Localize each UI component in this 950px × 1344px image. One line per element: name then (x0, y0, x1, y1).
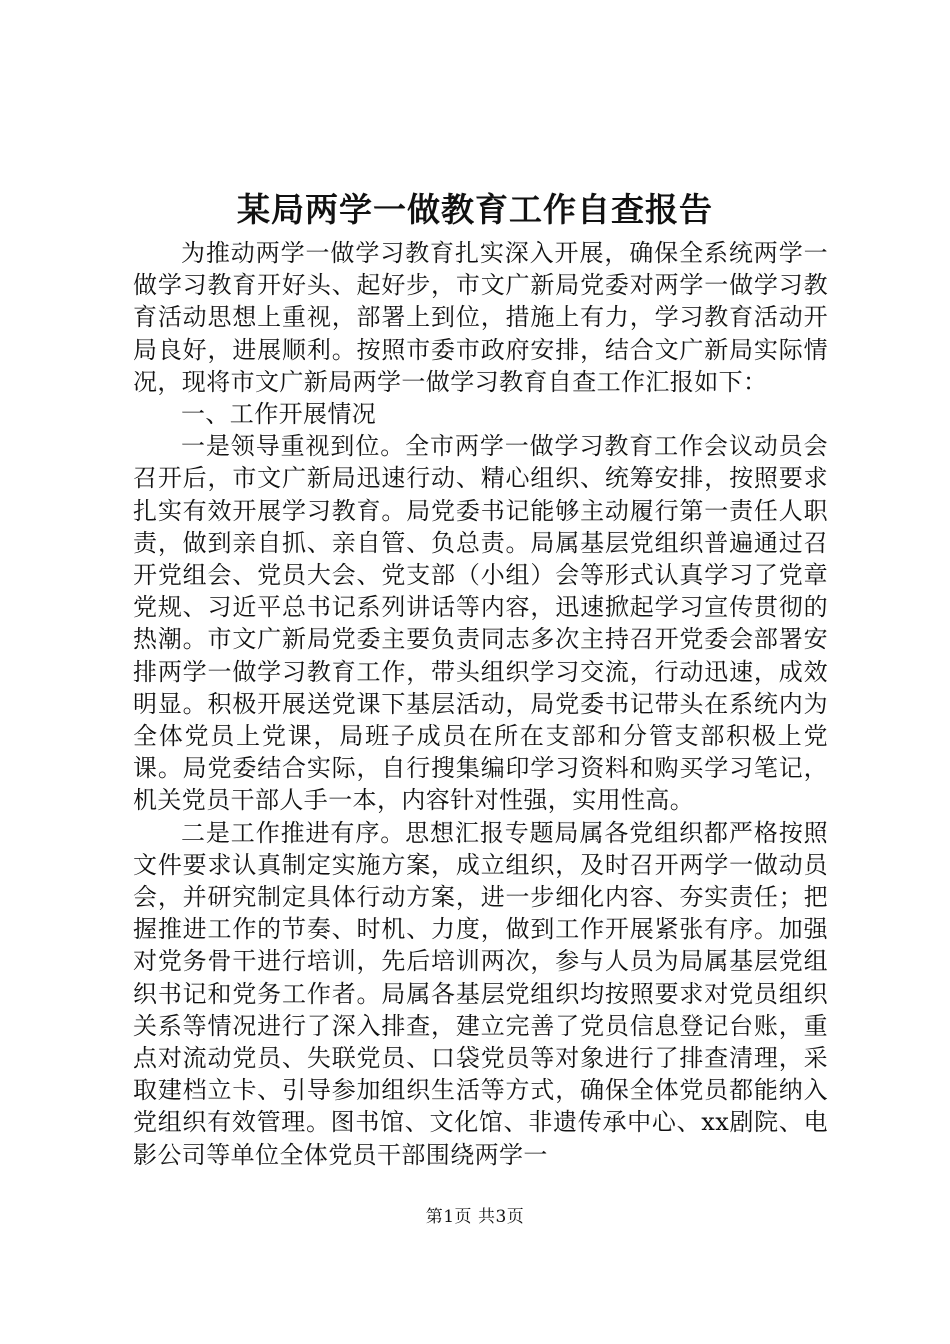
paragraph-leadership: 一是领导重视到位。全市两学一做学习教育工作会议动员会召开后，市文广新局迅速行动、精心组织、统筹安排，按照要求扎实有效开展学习教育。局党委书记能够主动履行第一责任人职责，做到亲自抓、亲自管、负总责。局属基层党组织普遍通过召开党组会、党员大会、党支部（小组）会等形式认真学习了党章党规、习近平总书记系列讲话等内容，迅速掀起学习宣传贯彻的热潮。市文广新局党委主要负责同志多次主持召开党委会部署安排两学一做学习教育工作，带头组织学习交流，行动迅速，成效明显。积极开展送党课下基层活动，局党委书记带头在系统内为全体党员上党课，局班子成员在所在支部和分管支部积极上党课。局党委结合实际，自行搜集编印学习资料和购买学习笔记，机关党员干部人手一本，内容针对性强，实用性高。 (133, 432, 828, 815)
document-body (133, 237, 828, 1171)
section-heading: 一、工作开展情况 (181, 400, 377, 429)
paragraph-progress: 二是工作推进有序。思想汇报专题局属各党组织都严格按照文件要求认真制定实施方案，成立组织，及时召开两学一做动员会，并研究制定具体行动方案，进一步细化内容、夯实责任；把握推进工作的节奏、时机、力度，做到工作开展紧张有序。加强对党务骨干进行培训，先后培训两次，参与人员为局属基层党组织书记和党务工作者。局属各基层党组织均按照要求对党员组织关系等情况进行了深入排查，建立完善了党员信息登记台账，重点对流动党员、失联党员、口袋党员等对象进行了排查清理，采取建档立卡、引导参加组织生活等方式，确保全体党员都能纳入党组织有效管理。图书馆、文化馆、非遗传承中心、xx剧院、电影公司等单位全体党员干部围绕两学一 (133, 818, 828, 1169)
page-footer: 第1页 共3页 (425, 1207, 525, 1227)
document-title: 某局两学一做教育工作自查报告 (237, 190, 713, 229)
paragraph-intro: 为推动两学一做学习教育扎实深入开展，确保全系统两学一做学习教育开好头、起好步，市文广新局党委对两学一做学习教育活动思想上重视，部署上到位，措施上有力，学习教育活动开局良好，进展顺利。按照市委市政府安排，结合文广新局实际情况，现将市文广新局两学一做学习教育自查工作汇报如下： (133, 239, 828, 396)
